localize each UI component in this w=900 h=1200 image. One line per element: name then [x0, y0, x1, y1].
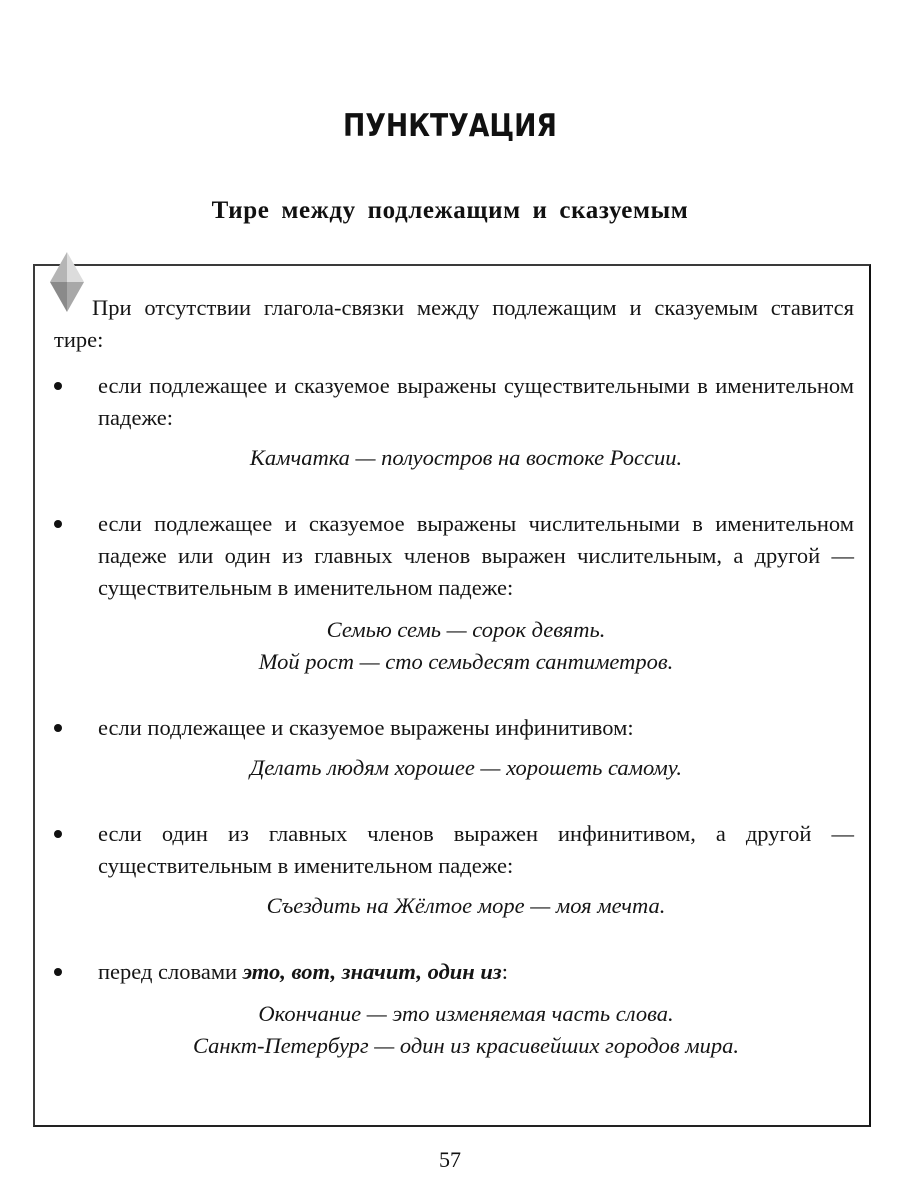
bullet-text: если подлежащее и сказуемое выражены инфинитивом: [98, 715, 634, 740]
bullet-item [54, 712, 854, 744]
example-sentence: Съездить на Жёлтое море — моя мечта. [266, 893, 666, 918]
example-sentence: Семью семь — сорок девять. [326, 617, 606, 642]
rule-content [54, 292, 854, 1062]
bullet-icon [54, 370, 64, 402]
example-sentence: Камчатка — полуостров на востоке России. [249, 445, 683, 470]
bullet-item [54, 818, 854, 882]
bullet-text-prefix: перед словами [98, 959, 243, 984]
rule-item-3 [54, 712, 854, 784]
bullet-icon [54, 956, 64, 988]
section-title: Тире между подлежащим и сказуемым [211, 197, 689, 224]
bullet-icon [54, 712, 64, 744]
bullet-item [54, 956, 854, 988]
keywords: это, вот, значит, один из [242, 959, 502, 984]
rule-intro: При отсутствии глагола-связки между подлежащим и сказуемым ставится тире: [54, 295, 854, 352]
rule-item-2 [54, 508, 854, 678]
rule-item-1 [54, 370, 854, 474]
bullet-text-suffix: : [501, 959, 508, 984]
bullet-text: если подлежащее и сказуемое выражены существительными в именительном падеже: [98, 373, 854, 430]
bullet-item [54, 508, 854, 604]
bullet-text: если один из главных членов выражен инфинитивом, а другой — существительным в именительном падеже: [98, 821, 854, 878]
bullet-icon [54, 508, 64, 540]
bullet-text [78, 956, 854, 988]
bullet-icon [54, 818, 64, 850]
example-sentence: Мой рост — сто семьдесят сантиметров. [258, 649, 674, 674]
rule-item-5 [54, 956, 854, 1062]
bullet-item [54, 370, 854, 434]
bullet-text: если подлежащее и сказуемое выражены числительными в именительном падеже или один из главных членов выражен числительным, а другой — существительным в именительном падеже: [98, 511, 854, 600]
chapter-title: ПУНКТУАЦИЯ [343, 108, 557, 144]
example-sentence: Окончание — это изменяемая часть слова. [258, 1001, 674, 1026]
example-sentence: Санкт-Петербург — один из красивейших городов мира. [192, 1033, 740, 1058]
example-sentence: Делать людям хорошее — хорошеть самому. [249, 755, 682, 780]
page-number: 57 [439, 1147, 461, 1172]
rule-item-4 [54, 818, 854, 922]
